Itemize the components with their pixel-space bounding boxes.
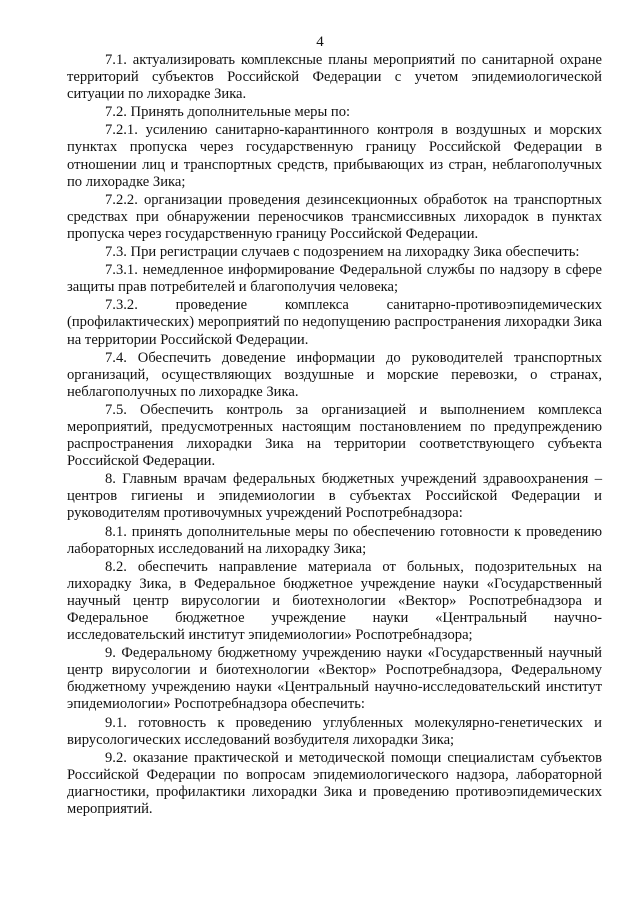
paragraph-8-1: 8.1. принять дополнительные меры по обеспечению готовности к проведению лабораторных исследований на лихорадку Зика; — [67, 523, 602, 557]
paragraph-9: 9. Федеральному бюджетному учреждению науки «Государственный научный центр вирусологии и биотехнологии «Вектор» Роспотребнадзора, Федеральному бюджетному учреждению науки «Центральный научно-исследовательский институт эпидемиологии» Роспотребнадзора обеспечить: — [67, 645, 602, 713]
paragraph-9-2: 9.2. оказание практической и методической помощи специалистам субъектов Российской Федерации по вопросам эпидемиологического надзора, лабораторной диагностики, профилактики лихорадки Зика и проведению противоэпидемических мероприятий. — [67, 749, 602, 818]
paragraph-7-1: 7.1. актуализировать комплексные планы мероприятий по санитарной охране территорий субъектов Российской Федерации с учетом эпидемиологической ситуации по лихорадке Зика. — [67, 52, 602, 103]
paragraph-7-2-1: 7.2.1. усилению санитарно-карантинного контроля в воздушных и морских пунктах пропуска через государственную границу Российской Федерации в отношении лиц и транспортных средств, прибывающих из стран, неблагополучных по лихорадке Зика; — [67, 122, 602, 190]
paragraph-7-5: 7.5. Обеспечить контроль за организацией и выполнением комплекса мероприятий, предусмотренных настоящим постановлением по предупреждению распространения лихорадки Зика на территории соответствующего субъекта Российской Федерации. — [67, 401, 602, 470]
paragraph-7-3: 7.3. При регистрации случаев с подозрением на лихорадку Зика обеспечить: — [105, 244, 580, 261]
page-number: 4 — [316, 34, 324, 50]
paragraph-7-4: 7.4. Обеспечить доведение информации до руководителей транспортных организаций, осуществляющих воздушные и морские перевозки, о странах, неблагополучных по лихорадке Зика. — [67, 349, 602, 400]
paragraph-7-3-2: 7.3.2. проведение комплекса санитарно-противоэпидемических (профилактических) мероприятий по недопущению распространения лихорадки Зика на территории Российской Федерации. — [67, 297, 602, 348]
paragraph-7-2: 7.2. Принять дополнительные меры по: — [105, 104, 351, 121]
paragraph-8: 8. Главным врачам федеральных бюджетных учреждений здравоохранения – центров гигиены и эпидемиологии в субъектах Российской Федерации и руководителям противочумных учреждений Роспотребнадзора: — [67, 471, 602, 522]
document-body — [67, 52, 602, 818]
paragraph-7-2-2: 7.2.2. организации проведения дезинсекционных обработок на транспортных средствах при обнаружении переносчиков трансмиссивных лихорадок в пунктах пропуска через государственную границу Российской Федерации. — [67, 191, 602, 242]
paragraph-7-3-1: 7.3.1. немедленное информирование Федеральной службы по надзору в сфере защиты прав потребителей и благополучия человека; — [67, 262, 602, 296]
paragraph-9-1: 9.1. готовность к проведению углубленных молекулярно-генетических и вирусологических исследований возбудителя лихорадки Зика; — [67, 714, 602, 748]
paragraph-8-2: 8.2. обеспечить направление материала от больных, подозрительных на лихорадку Зика, в Федеральное бюджетное учреждение науки «Государственный научный центр вирусологии и биотехнологии «Вектор» Роспотребнадзора и Федеральное бюджетное учреждение науки «Центральный научно-исследовательский институт эпидемиологии» Роспотребнадзора; — [67, 558, 602, 644]
